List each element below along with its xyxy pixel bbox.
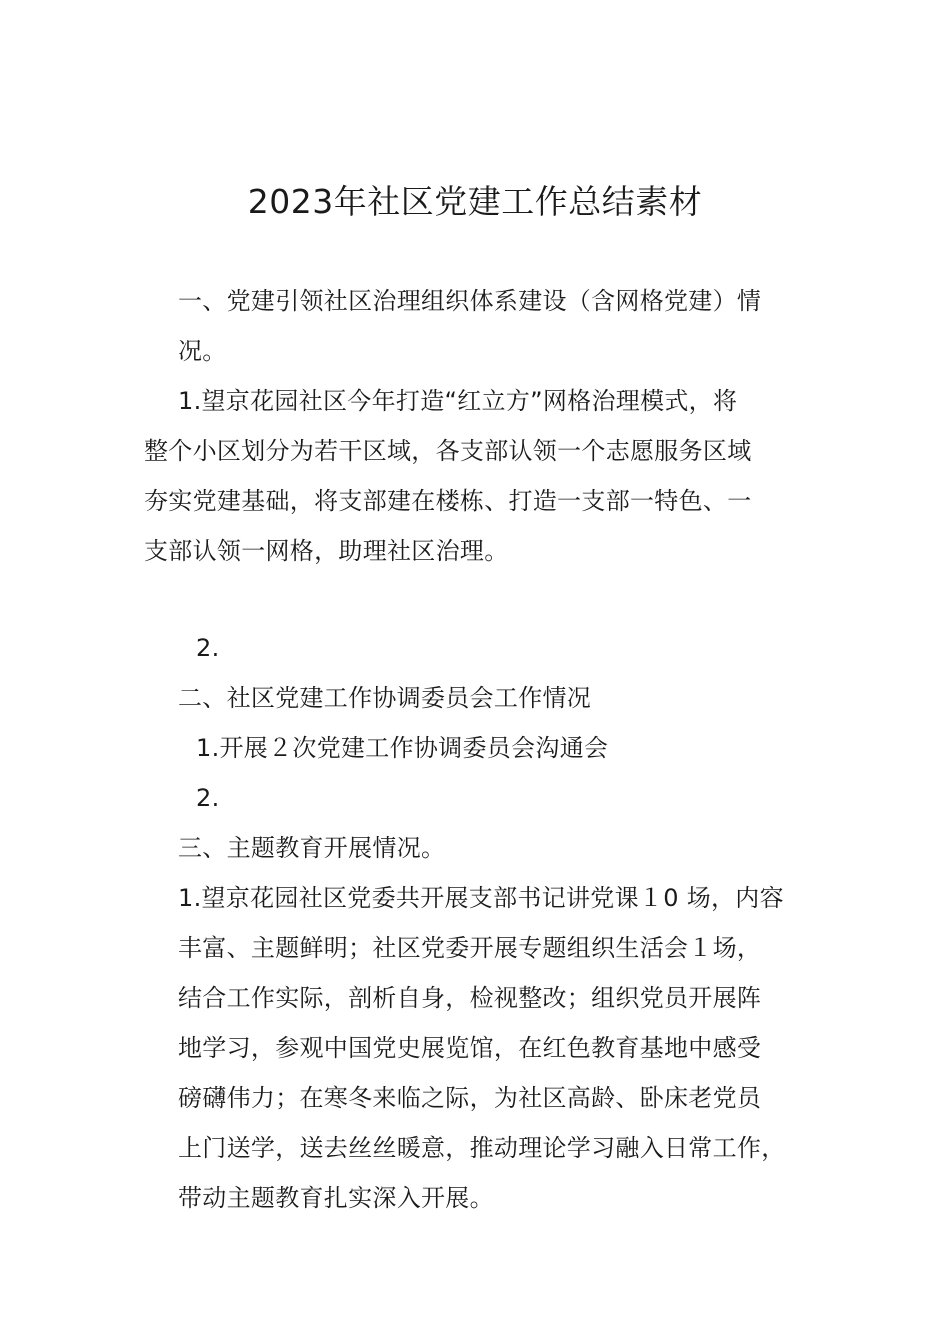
section2-item2: 2. (196, 784, 220, 812)
section3-item1-line: 结合工作实际，剖析自身，检视整改；组织党员开展阵 (178, 984, 762, 1012)
section1-item1-line: 支部认领一网格，助理社区治理。 (144, 537, 509, 565)
section3-item1-line: 1.望京花园社区党委共开展支部书记讲党课１0 场，内容 (178, 884, 784, 912)
section3-item1-line: 带动主题教育扎实深入开展。 (178, 1184, 494, 1212)
section3-item1-line: 丰富、主题鲜明；社区党委开展专题组织生活会１场， (178, 934, 762, 962)
section3-heading: 三、主题教育开展情况。 (178, 834, 446, 862)
section1-item1-line: 整个小区划分为若干区域，各支部认领一个志愿服务区域 (144, 437, 752, 465)
section1-item1-line: 夯实党建基础，将支部建在楼栋、打造一支部一特色、一 (144, 487, 752, 515)
section1-item1-line: 1.望京花园社区今年打造“红立方”网格治理模式，将 (178, 387, 738, 415)
section3-item1-line: 磅礴伟力；在寒冬来临之际，为社区高龄、卧床老党员 (178, 1084, 762, 1112)
section2-heading: 二、社区党建工作协调委员会工作情况 (178, 684, 592, 712)
document-title: 2023年社区党建工作总结素材 (247, 182, 703, 221)
section1-heading-continued: 况。 (178, 337, 227, 365)
section3-item1-line: 地学习，参观中国党史展览馆，在红色教育基地中感受 (178, 1034, 762, 1062)
section3-item1-line: 上门送学，送去丝丝暖意，推动理论学习融入日常工作， (178, 1134, 786, 1162)
section1-heading: 一、党建引领社区治理组织体系建设（含网格党建）情 (178, 287, 762, 315)
section2-item1: 1.开展２次党建工作协调委员会沟通会 (196, 734, 609, 762)
section1-item2: 2. (196, 634, 220, 662)
